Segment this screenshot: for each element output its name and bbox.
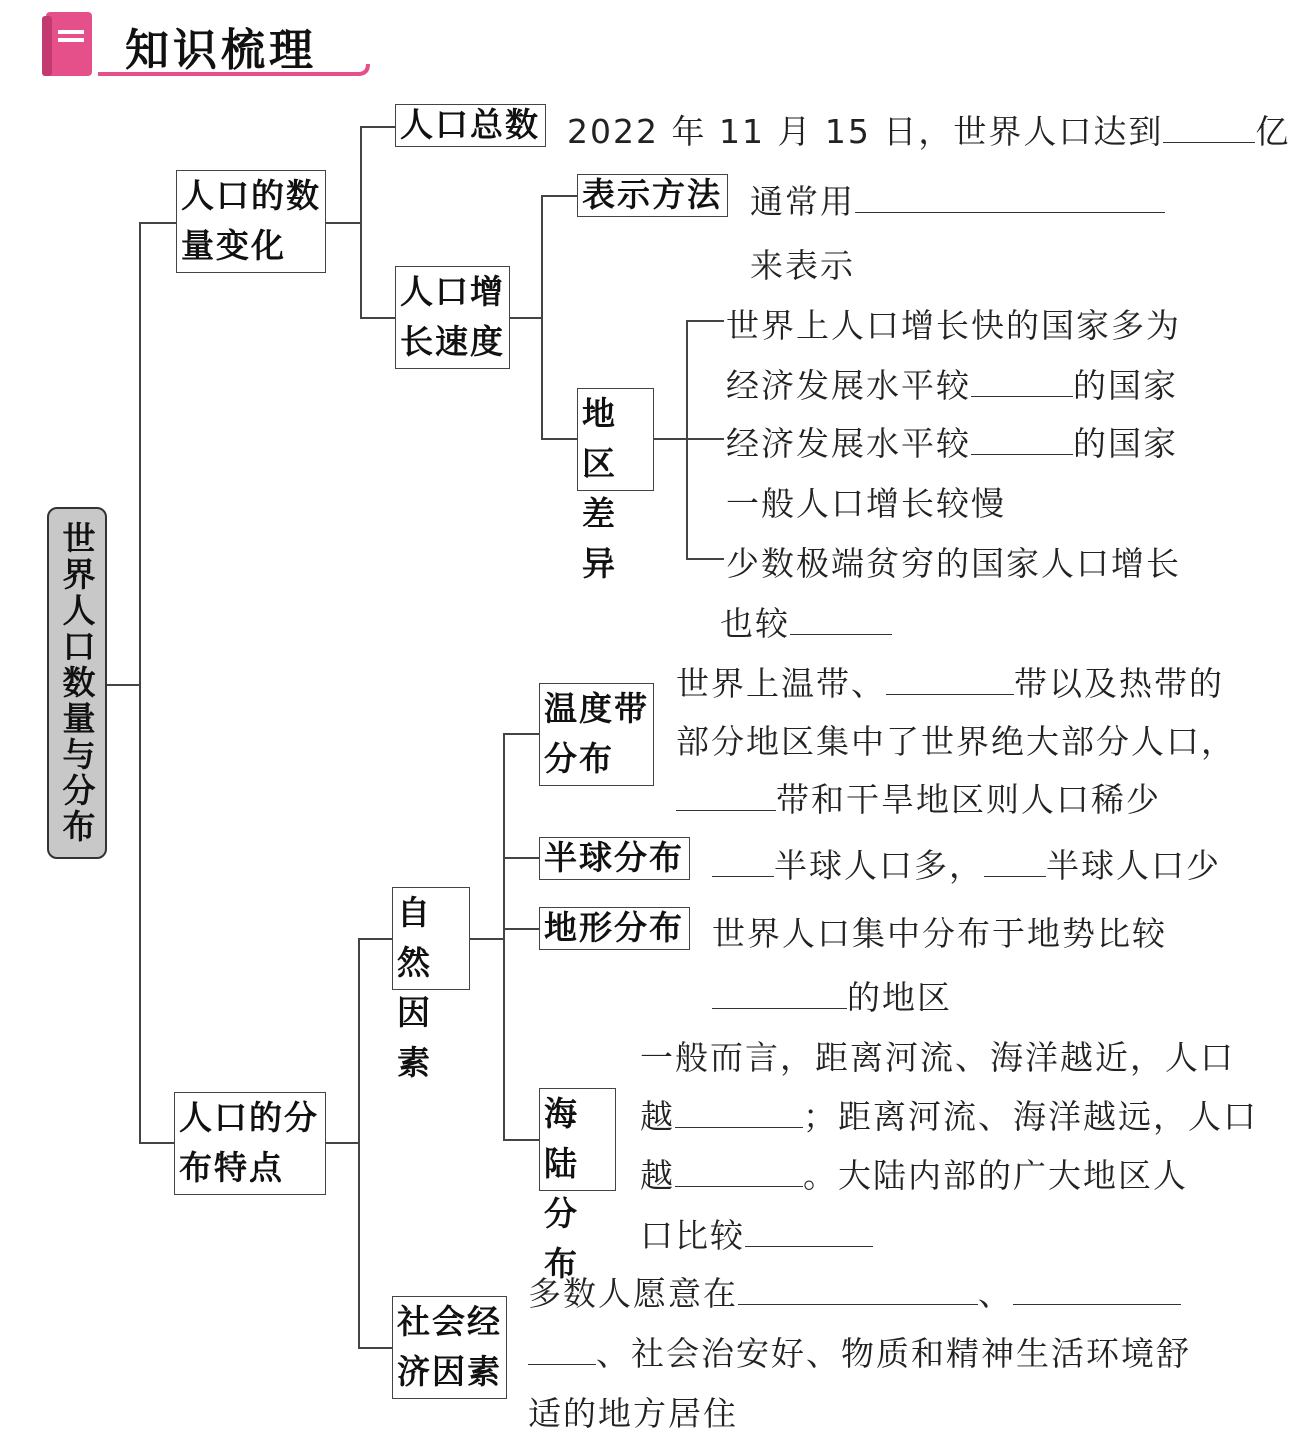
landsea-line-4: [640, 1210, 873, 1257]
blank: [886, 668, 1014, 695]
blank: [528, 1338, 596, 1365]
node-label: 人口增: [400, 272, 505, 311]
regional-line-1: 世界上人口增长快的国家多为: [726, 306, 1181, 345]
text: 越: [640, 1097, 675, 1136]
text: 的国家: [1073, 424, 1178, 463]
node-hemisphere: 半球分布: [539, 837, 690, 880]
blank: [712, 850, 774, 877]
terrain-line-2: [712, 972, 952, 1019]
node-growth-rate: [395, 266, 510, 369]
node-label: 自然: [397, 893, 432, 982]
blank: [984, 850, 1046, 877]
blank: [676, 784, 776, 811]
page-title: 知识梳理: [125, 25, 317, 76]
node-expression-method: 表示方法: [577, 174, 728, 217]
text: ；距离河流、海洋越远，人口: [803, 1097, 1258, 1136]
text: 亿: [1255, 112, 1290, 151]
node-total-population: 人口总数: [395, 104, 546, 147]
blank: [855, 186, 1165, 213]
book-icon: [40, 8, 98, 80]
social-line-2: [528, 1328, 1191, 1375]
blank: [712, 982, 847, 1009]
node-regional-difference: [577, 388, 654, 583]
node-label: 因素: [397, 993, 432, 1082]
text: 带和干旱地区则人口稀少: [776, 780, 1161, 819]
text: 带以及热带的: [1014, 664, 1224, 703]
node-distribution-features: [174, 1092, 326, 1195]
regional-line-5: 少数极端贫穷的国家人口增长: [726, 544, 1181, 583]
blank: [675, 1160, 803, 1187]
text: 经济发展水平较: [726, 424, 971, 463]
node-label: 济因素: [397, 1352, 502, 1391]
text: 的国家: [1073, 366, 1178, 405]
text: 半球人口少: [1046, 846, 1221, 885]
temperature-line-3: [676, 774, 1161, 821]
terrain-line-1: 世界人口集中分布于地势比较: [712, 914, 1167, 953]
node-social-economic: [392, 1296, 507, 1399]
text: 通常用: [750, 182, 855, 221]
blank: [675, 1101, 803, 1128]
node-label: 社会经: [397, 1302, 502, 1341]
landsea-line-3: [640, 1150, 1188, 1197]
text: 多数人愿意在: [528, 1274, 738, 1313]
text: 、社会治安好、物质和精神生活环境舒: [596, 1334, 1191, 1373]
regional-line-3: [726, 418, 1178, 465]
node-label: 分布: [544, 739, 614, 778]
social-line-1: [528, 1268, 1181, 1315]
node-label: 分布: [544, 1194, 579, 1283]
root-node: 世界人口数量与分布: [47, 507, 107, 859]
node-label: 海陆: [544, 1094, 579, 1183]
blank: [1013, 1278, 1181, 1305]
node-temperature-zone: [539, 683, 654, 786]
text: 的地区: [847, 978, 952, 1017]
total-population-text: [567, 106, 1290, 153]
social-line-3: 适的地方居住: [528, 1394, 738, 1433]
node-label: 量变化: [181, 226, 286, 265]
text: 世界上温带、: [676, 664, 886, 703]
text: 、: [978, 1274, 1013, 1313]
text: 经济发展水平较: [726, 366, 971, 405]
header-underline: [96, 60, 376, 82]
node-natural-factors: [392, 887, 470, 1082]
node-label: 人口的分: [179, 1098, 319, 1137]
landsea-line-2: [640, 1091, 1258, 1138]
text: 也较: [720, 604, 790, 643]
text: 越: [640, 1156, 675, 1195]
regional-line-6: [720, 598, 892, 645]
hemisphere-text: [712, 840, 1221, 887]
blank: [971, 370, 1073, 397]
blank: [1163, 116, 1255, 143]
method-text-2: 来表示: [750, 246, 855, 285]
regional-line-2: [726, 360, 1178, 407]
regional-line-4: 一般人口增长较慢: [726, 484, 1006, 523]
blank: [971, 428, 1073, 455]
node-label: 温度带: [544, 689, 649, 728]
node-terrain: 地形分布: [539, 907, 690, 950]
text: 2022 年 11 月 15 日，世界人口达到: [567, 112, 1164, 151]
temperature-line-1: [676, 658, 1224, 705]
text: 。大陆内部的广大地区人: [803, 1156, 1188, 1195]
node-label: 长速度: [400, 322, 505, 361]
node-label: 差异: [582, 494, 617, 583]
node-quantity-change: [176, 170, 326, 273]
method-text: [750, 176, 1165, 223]
node-label: 人口的数: [181, 176, 321, 215]
temperature-line-2: 部分地区集中了世界绝大部分人口，: [676, 722, 1236, 761]
node-label: 布特点: [179, 1148, 284, 1187]
blank: [738, 1278, 978, 1305]
text: 口比较: [640, 1216, 745, 1255]
node-label: 地区: [582, 394, 617, 483]
blank: [745, 1220, 873, 1247]
landsea-line-1: 一般而言，距离河流、海洋越近，人口: [640, 1038, 1235, 1077]
node-land-sea: [539, 1088, 616, 1283]
blank: [790, 608, 892, 635]
text: 半球人口多，: [774, 846, 984, 885]
